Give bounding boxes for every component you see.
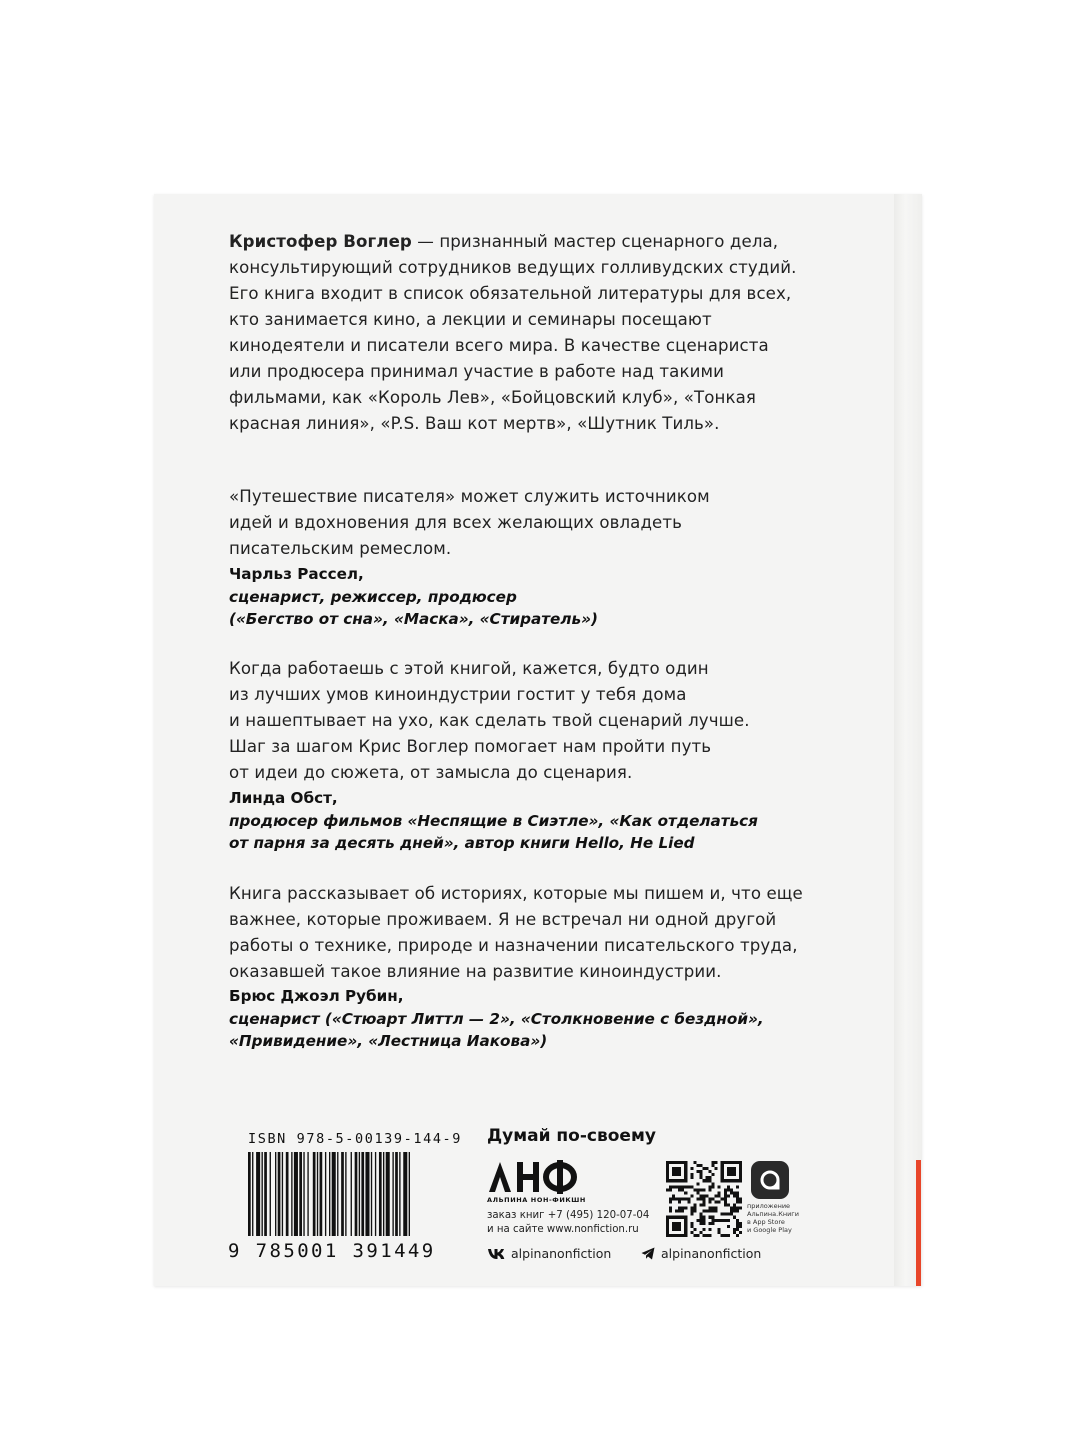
anf-logo-icon xyxy=(487,1160,587,1194)
isbn-label: ISBN 978-5-00139-144-9 xyxy=(248,1131,463,1147)
review-author-1 xyxy=(229,563,598,631)
review-author-name-2: Линда Обст, xyxy=(229,789,338,807)
review-author-role-1: сценарист, режиссер, продюсер («Бегство от сна», «Маска», «Стиратель») xyxy=(229,587,598,628)
cover-spine-edge xyxy=(894,194,922,1286)
review-author-3 xyxy=(229,985,764,1053)
author-bio xyxy=(229,229,797,437)
vk-handle: alpinanonfiction xyxy=(511,1246,612,1261)
review-author-name-3: Брюс Джоэл Рубин, xyxy=(229,987,404,1005)
vk-link[interactable] xyxy=(487,1246,611,1261)
publisher-logo-subtitle: АЛЬПИНА НОН-ФИКШН xyxy=(487,1196,586,1204)
publisher-logo xyxy=(487,1160,587,1198)
barcode-digits: 9 785001 391449 xyxy=(228,1240,436,1262)
telegram-handle: alpinanonfiction xyxy=(661,1246,762,1261)
telegram-link[interactable] xyxy=(641,1246,761,1261)
publisher-slogan: Думай по-своему xyxy=(487,1126,656,1146)
review-quote-2: Когда работаешь с этой книгой, кажется, будто один из лучших умов киноиндустрии гостит у тебя дома и нашептывает на ухо, как сделать твой сценарий лучше. Шаг за шагом Крис Воглер помогает нам пройти путь от идеи до сюжета, от замысла до сценария. xyxy=(229,659,750,782)
barcode xyxy=(248,1152,456,1236)
vk-icon xyxy=(487,1248,505,1260)
review-author-role-2: продюсер фильмов «Неспящие в Сиэтле», «Как отделаться от парня за десять дней», автор книги Hello, He Lied xyxy=(229,811,758,852)
review-quote-1: «Путешествие писателя» может служить источником идей и вдохновения для всех желающих овладеть писательским ремеслом. xyxy=(229,487,710,558)
app-icon[interactable] xyxy=(751,1161,789,1199)
cover-red-edge xyxy=(916,1160,921,1286)
review-quote-3: Книга рассказывает об историях, которые мы пишем и, что еще важнее, которые проживаем. Я не встречал ни одной другой работы о технике, природе и назначении писательского труда, оказавшей такое влияние на развитие киноиндустрии. xyxy=(229,884,803,981)
review-author-name-1: Чарльз Рассел, xyxy=(229,565,364,583)
qr-code[interactable] xyxy=(666,1161,742,1237)
author-bio-text: — признанный мастер сценарного дела, консультирующий сотрудников ведущих голливудских студий. Его книга входит в список обязательной литературы для всех, кто занимается кино, а лекции и семинары посещают кинодеятели и писатели всего мира. В качестве сценариста или продюсера принимал участие в работе над такими фильмами, как «Король Лев», «Бойцовский клуб», «Тонкая красная линия», «P.S. Ваш кот мертв», «Шутник Тиль». xyxy=(229,232,797,433)
author-name: Кристофер Воглер xyxy=(229,232,412,251)
telegram-icon xyxy=(641,1247,655,1260)
review-author-role-3: сценарист («Стюарт Литтл — 2», «Столкновение с бездной», «Привидение», «Лестница Иакова») xyxy=(229,1009,764,1050)
app-download-text: приложение Альпина.Книги в App Store и Google Play xyxy=(747,1202,799,1234)
app-logo-icon xyxy=(757,1167,783,1193)
order-info: заказ книг +7 (495) 120-07-04 и на сайте www.nonfiction.ru xyxy=(487,1210,650,1235)
review-author-2 xyxy=(229,787,758,855)
